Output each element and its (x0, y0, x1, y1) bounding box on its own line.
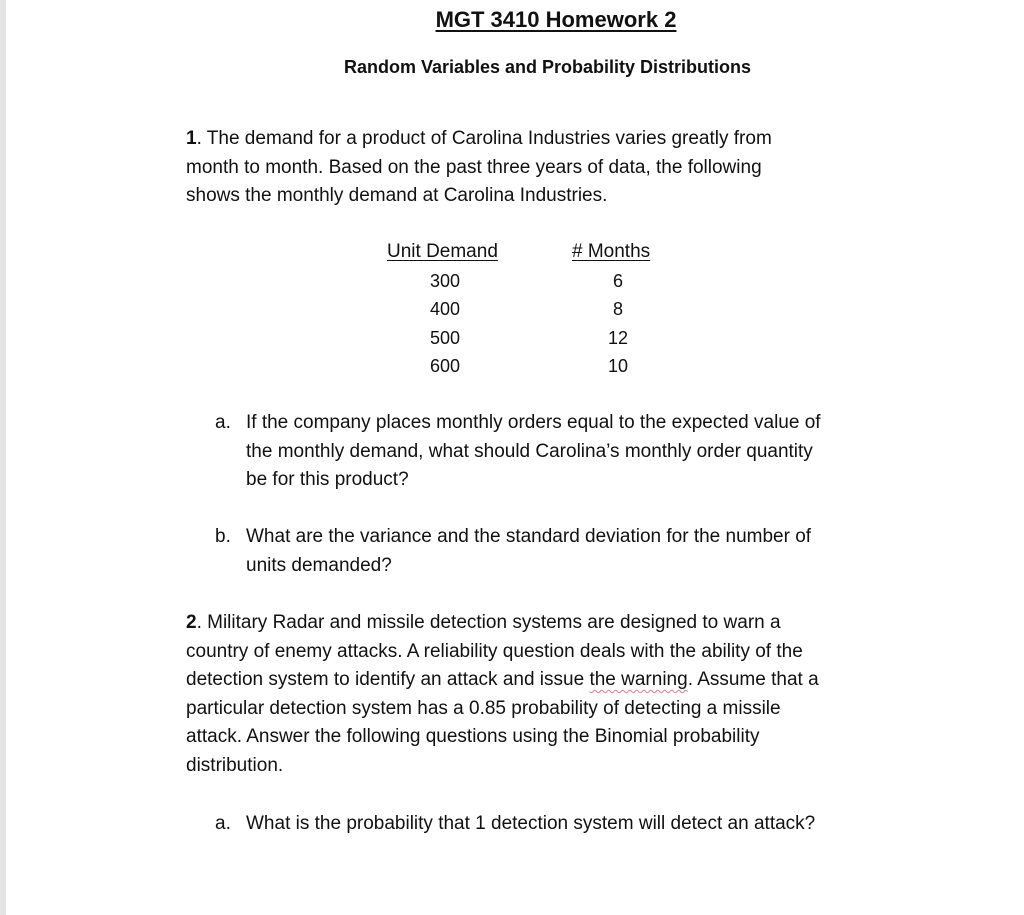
table-cell-months: 6 (612, 271, 623, 291)
question-1a: a. If the company places monthly orders equal to the expected value of the monthly demand, what should Carolina’s monthly order quantity be for this product? (215, 409, 821, 495)
table-cell-demand: 400 (429, 299, 461, 319)
table-cell-demand: 600 (429, 356, 461, 376)
question-1a-label: a. (215, 412, 231, 433)
question-1-line: 1. The demand for a product of Carolina Industries varies greatly from (186, 128, 772, 149)
document-page (6, 0, 1024, 915)
document-title: MGT 3410 Homework 2 (435, 7, 677, 32)
table-header-unit-demand: Unit Demand (387, 241, 498, 262)
table-cell-months: 8 (612, 299, 623, 319)
question-1b: b. What are the variance and the standard deviation for the number of units demanded? (215, 523, 811, 580)
document-subtitle: Random Variables and Probability Distributions (343, 57, 752, 77)
table-header-months: # Months (572, 241, 651, 262)
table-cell-months: 10 (607, 356, 629, 376)
question-1-line: month to month. Based on the past three years of data, the following (186, 156, 762, 178)
table-cell-demand: 500 (429, 328, 461, 348)
question-2: 2. Military Radar and missile detection systems are designed to warn a country of enemy attacks. A reliability question deals with the ability of the detection system to identify an attack and issue the warning. Assume that a particular detection system has a 0.85 probability of detecting a missile attack. Answer the following questions using the Binomial probability distribution. (186, 612, 819, 776)
question-1-number: 1 (186, 128, 197, 149)
question-2a-label: a. (215, 813, 231, 834)
spellcheck-marked-text: the warning (589, 669, 688, 690)
question-2a: a. What is the probability that 1 detection system will detect an attack? (215, 810, 815, 839)
question-1b-label: b. (215, 526, 231, 547)
question-1 (186, 125, 772, 211)
question-2-number: 2 (186, 612, 197, 633)
question-1-line: shows the monthly demand at Carolina Industries. (186, 185, 608, 206)
table-cell-demand: 300 (429, 271, 461, 291)
table-cell-months: 12 (607, 328, 629, 348)
